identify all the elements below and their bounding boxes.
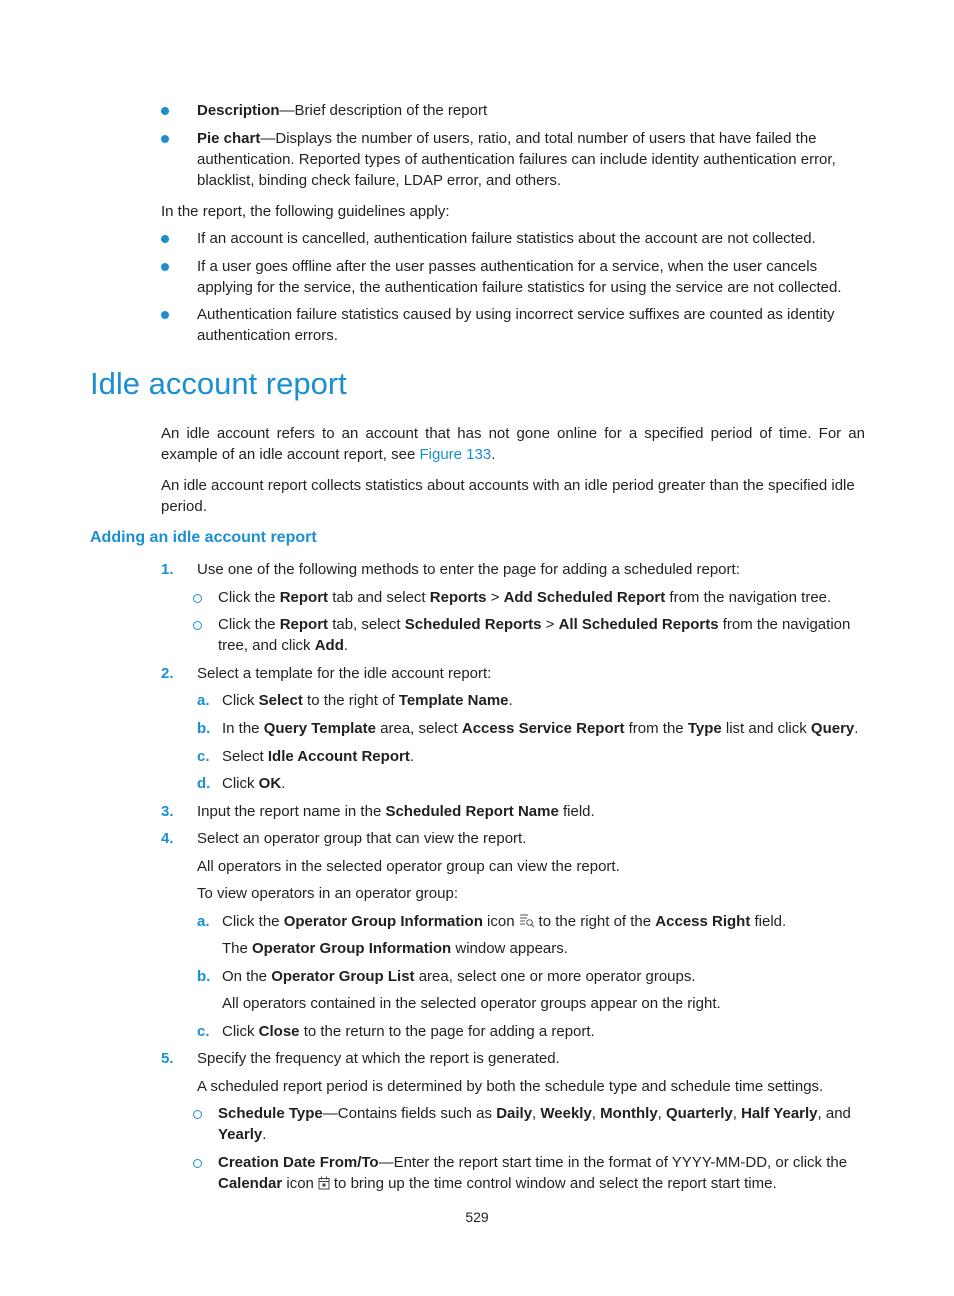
circle-bullet-icon bbox=[193, 1110, 202, 1119]
calendar-icon bbox=[318, 1175, 330, 1196]
circle-bullet-icon bbox=[193, 621, 202, 630]
bullet-item-description: Description—Brief description of the report bbox=[197, 102, 488, 119]
page-number: 529 bbox=[465, 1209, 489, 1225]
step-4-note-1: All operators in the selected operator group can view the report. bbox=[197, 858, 620, 875]
step-4a-note: The Operator Group Information window appears. bbox=[222, 940, 568, 957]
substep-letter: c. bbox=[197, 1023, 210, 1040]
step-2b-text: In the Query Template area, select Access Service Report from the Type list and click Query. bbox=[222, 720, 859, 737]
guidelines-intro: In the report, the following guidelines apply: bbox=[161, 203, 450, 220]
substep-letter: d. bbox=[197, 775, 211, 792]
circle-bullet-icon bbox=[193, 1159, 202, 1168]
step-2d-text: Click OK. bbox=[222, 775, 286, 792]
step-1-text: Use one of the following methods to enter the page for adding a scheduled report: bbox=[197, 561, 740, 578]
intro-paragraph-1: An idle account refers to an account that has not gone online for a specified period of time. For an example of an idle account report, see Figure 133. bbox=[161, 425, 865, 463]
bullet-icon bbox=[161, 135, 169, 143]
step-3-text: Input the report name in the Scheduled Report Name field. bbox=[197, 803, 595, 820]
step-4b-note: All operators contained in the selected operator groups appear on the right. bbox=[222, 995, 721, 1012]
step-2c-text: Select Idle Account Report. bbox=[222, 748, 414, 765]
step-4b-text: On the Operator Group List area, select one or more operator groups. bbox=[222, 968, 696, 985]
operator-group-info-icon bbox=[519, 913, 535, 934]
substep-letter: b. bbox=[197, 968, 211, 985]
figure-link[interactable]: Figure 133 bbox=[419, 446, 492, 463]
step-5-text: Specify the frequency at which the report is generated. bbox=[197, 1050, 560, 1067]
step-5-note: A scheduled report period is determined by both the schedule type and schedule time settings. bbox=[197, 1078, 824, 1095]
bullet-item-pie-chart: Pie chart—Displays the number of users, ratio, and total number of users that have failed the authentication. Reported types of authentication failures can include identity authentication error, blacklist, binding check failure, LDAP error, and others. bbox=[197, 130, 836, 189]
subsection-title: Adding an idle account report bbox=[90, 529, 317, 546]
step-number: 1. bbox=[161, 561, 174, 578]
step-4c-text: Click Close to the return to the page for adding a report. bbox=[222, 1023, 595, 1040]
step-4a-text: Click the Operator Group Information icon to the right of the Access Right field. bbox=[222, 911, 865, 934]
step-1-option-2: Click the Report tab, select Scheduled Reports > All Scheduled Reports from the navigation tree, and click Add. bbox=[218, 616, 851, 654]
step-number: 4. bbox=[161, 830, 174, 847]
substep-letter: a. bbox=[197, 692, 210, 709]
substep-letter: a. bbox=[197, 913, 210, 930]
step-number: 2. bbox=[161, 665, 174, 682]
guideline-item: If a user goes offline after the user passes authentication for a service, when the user cancels applying for the service, the authentication failure statistics for using the service are not collected. bbox=[197, 258, 842, 296]
substep-letter: c. bbox=[197, 748, 210, 765]
guideline-item: Authentication failure statistics caused by using incorrect service suffixes are counted as identity authentication errors. bbox=[197, 306, 835, 344]
bullet-icon bbox=[161, 311, 169, 319]
step-5-option-2: Creation Date From/To—Enter the report start time in the format of YYYY-MM-DD, or click the Calendar icon to bring up the time control window and select the report start time. bbox=[218, 1152, 865, 1196]
step-4-text: Select an operator group that can view the report. bbox=[197, 830, 527, 847]
section-title: Idle account report bbox=[90, 366, 347, 401]
substep-letter: b. bbox=[197, 720, 211, 737]
bullet-icon bbox=[161, 107, 169, 115]
step-2-text: Select a template for the idle account report: bbox=[197, 665, 492, 682]
bullet-icon bbox=[161, 263, 169, 271]
bullet-icon bbox=[161, 235, 169, 243]
step-number: 5. bbox=[161, 1050, 174, 1067]
step-5-option-1: Schedule Type—Contains fields such as Daily, Weekly, Monthly, Quarterly, Half Yearly, and Yearly. bbox=[218, 1105, 851, 1143]
step-number: 3. bbox=[161, 803, 174, 820]
step-4-note-2: To view operators in an operator group: bbox=[197, 885, 458, 902]
step-2a-text: Click Select to the right of Template Name. bbox=[222, 692, 513, 709]
circle-bullet-icon bbox=[193, 594, 202, 603]
intro-paragraph-2: An idle account report collects statistics about accounts with an idle period greater than the specified idle period. bbox=[161, 477, 855, 515]
step-1-option-1: Click the Report tab and select Reports > Add Scheduled Report from the navigation tree. bbox=[218, 589, 832, 606]
guideline-item: If an account is cancelled, authentication failure statistics about the account are not collected. bbox=[197, 230, 816, 247]
